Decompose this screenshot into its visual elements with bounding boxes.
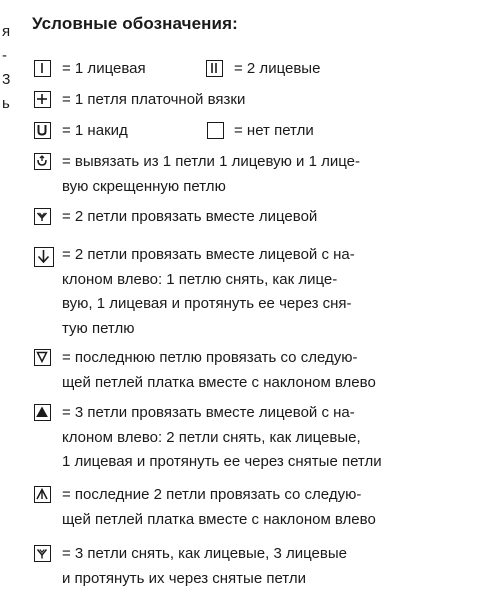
margin-fragment: ь <box>2 95 10 112</box>
margin-fragment: 3 <box>2 71 11 88</box>
legend-text: = последнюю петлю провязать со следую- щей петлей платка вместе с наклоном влево <box>62 349 376 391</box>
k2tog-icon <box>34 208 51 225</box>
legend-row <box>34 119 474 143</box>
legend-text: = 2 лицевые <box>234 60 321 77</box>
legend-text: = нет петли <box>234 122 314 139</box>
sk2p-icon <box>34 404 51 421</box>
last-stitch-with-edge-icon <box>34 349 51 366</box>
legend-row <box>34 243 474 341</box>
legend-row <box>34 88 474 112</box>
legend-text: = последние 2 петли провязать со следую- щей петлей платка вместе с наклоном влево <box>62 486 376 528</box>
legend-text: = 1 накид <box>62 122 128 139</box>
knit-icon <box>34 60 51 77</box>
legend-text: = 2 петли провязать вместе лицевой <box>62 208 318 225</box>
legend-title: Условные обозначения: <box>32 14 238 33</box>
legend-row <box>34 150 474 199</box>
garter-stitch-icon <box>34 91 51 108</box>
legend-row <box>34 205 474 229</box>
legend-row <box>34 57 474 81</box>
margin-fragment: я <box>2 23 11 40</box>
two-knit-icon <box>206 60 223 77</box>
legend-row <box>34 542 474 591</box>
margin-fragment: - <box>2 47 7 64</box>
ssk-left-icon <box>34 247 54 267</box>
last-two-with-edge-icon <box>34 486 51 503</box>
slip3-knit3-pass-icon <box>34 545 51 562</box>
legend-row <box>34 483 474 532</box>
legend-text: = 3 петли снять, как лицевые, 3 лицевые и протянуть их через снятые петли <box>62 545 347 587</box>
yarn-over-icon <box>34 122 51 139</box>
knit-and-twisted-knit-icon <box>34 153 51 170</box>
legend-text: = вывязать из 1 петли 1 лицевую и 1 лице- вую скрещенную петлю <box>62 153 360 195</box>
no-stitch-icon <box>207 122 224 139</box>
legend-text: = 1 петля платочной вязки <box>62 91 246 108</box>
legend-text: = 3 петли провязать вместе лицевой с на- клоном влево: 2 петли снять, как лицевые, 1 лицевая и протянуть ее через снятые петли <box>62 404 382 470</box>
legend-text: = 1 лицевая <box>62 60 146 77</box>
legend-text: = 2 петли провязать вместе лицевой с на- клоном влево: 1 петлю снять, как лице- вую, 1 лицевая и протянуть ее через сня- тую петлю <box>62 246 355 337</box>
legend-row <box>34 401 474 475</box>
legend-row <box>34 346 474 395</box>
